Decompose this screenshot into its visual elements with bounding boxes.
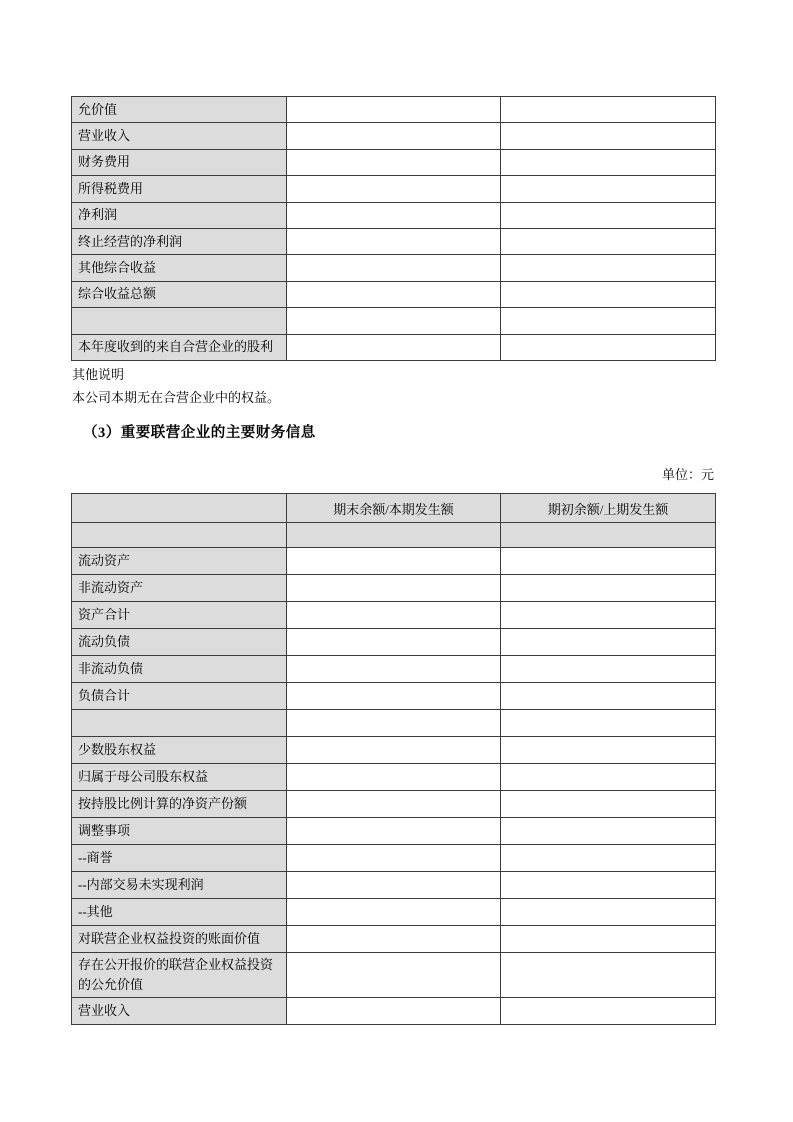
value-cell	[501, 308, 716, 334]
value-cell	[287, 629, 501, 656]
table-row	[72, 710, 716, 737]
value-cell	[501, 575, 716, 602]
value-cell	[287, 334, 501, 360]
value-cell	[287, 953, 501, 998]
value-cell	[287, 899, 501, 926]
value-cell	[501, 176, 716, 202]
value-cell	[501, 872, 716, 899]
row-label: 非流动资产	[72, 575, 287, 602]
table-row	[72, 818, 716, 845]
table-row	[72, 334, 716, 360]
subheader-cell	[72, 523, 287, 548]
table-row	[72, 872, 716, 899]
table-row	[72, 202, 716, 228]
value-cell	[287, 710, 501, 737]
value-cell	[287, 308, 501, 334]
value-cell	[501, 899, 716, 926]
row-label: 营业收入	[72, 123, 287, 149]
value-cell	[501, 953, 716, 998]
row-label: 财务费用	[72, 149, 287, 175]
row-label: 综合收益总额	[72, 281, 287, 307]
table-row	[72, 123, 716, 149]
header-empty-cell	[72, 494, 287, 523]
value-cell	[501, 926, 716, 953]
row-label: 流动资产	[72, 548, 287, 575]
row-label	[72, 710, 287, 737]
value-cell	[501, 791, 716, 818]
row-label: 本年度收到的来自合营企业的股利	[72, 334, 287, 360]
column-header: 期初余额/上期发生额	[501, 494, 716, 523]
table-row	[72, 926, 716, 953]
table-row	[72, 953, 716, 998]
other-note-title: 其他说明	[72, 367, 125, 382]
header-row	[72, 494, 716, 523]
value-cell	[501, 123, 716, 149]
subheader-row	[72, 523, 716, 548]
value-cell	[287, 737, 501, 764]
section-heading: （3）重要联营企业的主要财务信息	[83, 425, 316, 441]
table-row	[72, 791, 716, 818]
associate-financials-table	[71, 493, 716, 1025]
value-cell	[287, 764, 501, 791]
value-cell	[287, 575, 501, 602]
row-label: --其他	[72, 899, 287, 926]
value-cell	[501, 629, 716, 656]
value-cell	[501, 845, 716, 872]
value-cell	[287, 281, 501, 307]
row-label: 对联营企业权益投资的账面价值	[72, 926, 287, 953]
value-cell	[287, 255, 501, 281]
value-cell	[501, 818, 716, 845]
row-label: 所得税费用	[72, 176, 287, 202]
table-row	[72, 149, 716, 175]
table-row	[72, 281, 716, 307]
value-cell	[287, 228, 501, 254]
value-cell	[501, 202, 716, 228]
value-cell	[287, 602, 501, 629]
row-label: 负债合计	[72, 683, 287, 710]
column-header: 期末余额/本期发生额	[287, 494, 501, 523]
table-row	[72, 899, 716, 926]
row-label: 资产合计	[72, 602, 287, 629]
value-cell	[501, 683, 716, 710]
row-label: 非流动负债	[72, 656, 287, 683]
value-cell	[287, 845, 501, 872]
value-cell	[287, 656, 501, 683]
value-cell	[501, 710, 716, 737]
table-row	[72, 228, 716, 254]
value-cell	[287, 791, 501, 818]
unit-label: 单位：元	[661, 467, 714, 482]
value-cell	[501, 334, 716, 360]
row-label: 调整事项	[72, 818, 287, 845]
row-label: 净利润	[72, 202, 287, 228]
value-cell	[287, 818, 501, 845]
value-cell	[501, 255, 716, 281]
subheader-cell	[287, 523, 501, 548]
value-cell	[501, 281, 716, 307]
table-row	[72, 737, 716, 764]
table-row	[72, 97, 716, 123]
table-row	[72, 602, 716, 629]
row-label	[72, 308, 287, 334]
row-label: 存在公开报价的联营企业权益投资的公允价值	[72, 953, 287, 998]
value-cell	[501, 998, 716, 1025]
subheader-cell	[501, 523, 716, 548]
value-cell	[501, 97, 716, 123]
value-cell	[287, 998, 501, 1025]
value-cell	[287, 97, 501, 123]
table-row	[72, 998, 716, 1025]
value-cell	[501, 656, 716, 683]
table-row	[72, 255, 716, 281]
table-row	[72, 764, 716, 791]
table-row	[72, 683, 716, 710]
row-label: 终止经营的净利润	[72, 228, 287, 254]
table-row	[72, 656, 716, 683]
value-cell	[501, 228, 716, 254]
table-row	[72, 176, 716, 202]
value-cell	[287, 149, 501, 175]
row-label: --商誉	[72, 845, 287, 872]
row-label: 流动负债	[72, 629, 287, 656]
table-row	[72, 629, 716, 656]
table-row	[72, 548, 716, 575]
table-row	[72, 308, 716, 334]
table-row	[72, 575, 716, 602]
value-cell	[501, 548, 716, 575]
table-row	[72, 845, 716, 872]
row-label: --内部交易未实现利润	[72, 872, 287, 899]
joint-venture-financials-table	[71, 96, 716, 361]
value-cell	[501, 764, 716, 791]
value-cell	[501, 737, 716, 764]
value-cell	[287, 123, 501, 149]
value-cell	[287, 176, 501, 202]
row-label: 其他综合收益	[72, 255, 287, 281]
value-cell	[287, 683, 501, 710]
row-label: 归属于母公司股东权益	[72, 764, 287, 791]
value-cell	[501, 602, 716, 629]
value-cell	[287, 926, 501, 953]
row-label: 营业收入	[72, 998, 287, 1025]
value-cell	[501, 149, 716, 175]
other-note-body: 本公司本期无在合营企业中的权益。	[72, 390, 281, 405]
value-cell	[287, 202, 501, 228]
row-label: 允价值	[72, 97, 287, 123]
row-label: 少数股东权益	[72, 737, 287, 764]
row-label: 按持股比例计算的净资产份额	[72, 791, 287, 818]
value-cell	[287, 872, 501, 899]
value-cell	[287, 548, 501, 575]
